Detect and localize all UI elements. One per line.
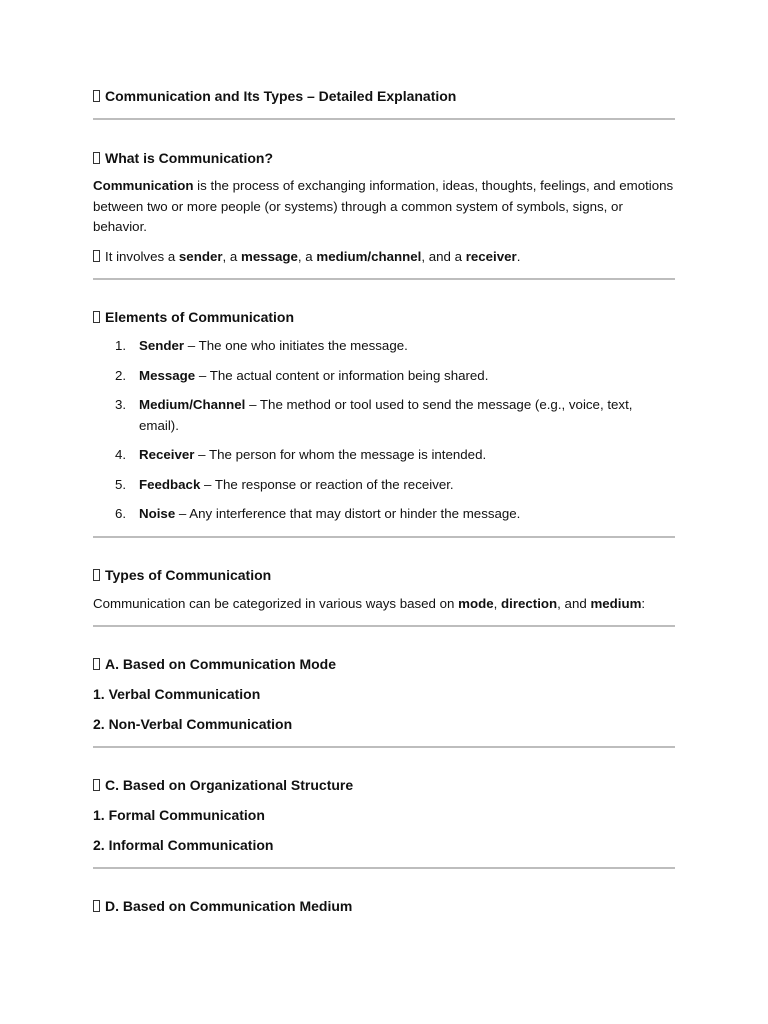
missing-glyph-icon (93, 569, 100, 581)
section-c-item-1: 1. Formal Communication (93, 807, 265, 823)
missing-glyph-icon (93, 658, 100, 670)
term-sender: sender (178, 248, 223, 264)
types-intro: Communication can be categorized in various ways based on mode, direction, and medium: (93, 595, 646, 611)
section-a-item-2: 2. Non-Verbal Communication (93, 716, 293, 732)
term-direction: direction (501, 595, 558, 611)
page-title-text: Communication and Its Types – Detailed Explanation (105, 88, 457, 104)
definition-term: Communication (93, 178, 194, 193)
missing-glyph-icon (93, 779, 100, 791)
section-a-item-1: 1. Verbal Communication (93, 686, 261, 702)
term-medium-type: medium (590, 595, 642, 611)
list-item: 5. Feedback – The response or reaction of the receiver. (115, 476, 454, 492)
page-title (93, 84, 675, 108)
term-mode: mode (458, 595, 494, 611)
missing-glyph-icon (93, 90, 100, 102)
list-item: 6. Noise – Any interference that may distort or hinder the message. (115, 506, 521, 521)
term-medium: medium/channel (316, 248, 422, 264)
elements-heading-text: Elements of Communication (105, 309, 295, 325)
missing-glyph-icon (93, 311, 100, 323)
missing-glyph-icon (93, 152, 100, 164)
section-d-heading-text: D. Based on Communication Medium (105, 898, 353, 914)
list-item: 3. Medium/Channel – The method or tool used to send the message (e.g., voice, text, email). (115, 397, 633, 433)
document-content (93, 84, 675, 917)
what-heading (93, 147, 675, 169)
missing-glyph-icon (93, 250, 100, 262)
list-item: 1. Sender – The one who initiates the message. (115, 338, 408, 353)
types-heading-text: Types of Communication (105, 566, 272, 583)
definition-text: is the process of exchanging information, ideas, thoughts, feelings, and emotions between two or more people (or systems) through a common system of symbols, signs, or behavior. (93, 178, 674, 234)
definition-paragraph (93, 176, 675, 238)
section-c-heading-text: C. Based on Organizational Structure (105, 777, 354, 793)
types-heading (93, 564, 675, 586)
elements-heading (93, 306, 675, 328)
involves-paragraph: It involves a sender, a message, a medium/channel, and a receiver. (93, 247, 675, 268)
section-a-heading-text: A. Based on Communication Mode (105, 656, 337, 672)
term-receiver: receiver (465, 248, 517, 264)
section-a-heading (93, 653, 675, 675)
list-item: 2. Message – The actual content or information being shared. (115, 367, 489, 383)
section-c-item-2: 2. Informal Communication (93, 837, 274, 853)
missing-glyph-icon (93, 900, 100, 912)
term-message: message (241, 248, 298, 264)
section-c-heading (93, 774, 675, 796)
elements-list (93, 336, 675, 525)
what-heading-text: What is Communication? (105, 150, 273, 166)
section-d-heading (93, 895, 675, 917)
list-item: 4. Receiver – The person for whom the message is intended. (115, 447, 487, 462)
